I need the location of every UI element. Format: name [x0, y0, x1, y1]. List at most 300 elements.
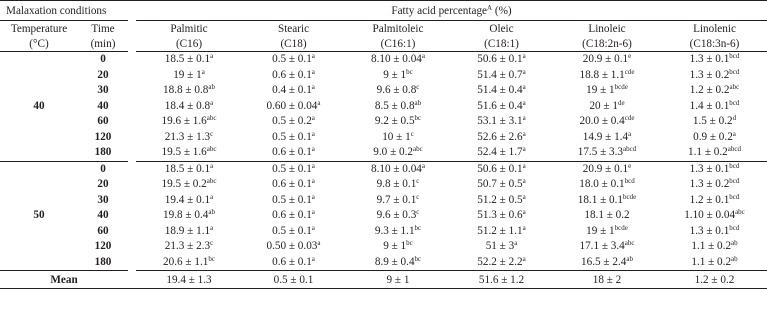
value-cell	[242, 68, 345, 84]
value-text: 0.6 ± 0.1	[272, 146, 312, 159]
value-text: 0.5 ± 0.2	[272, 115, 312, 128]
value-text: 8.9 ± 0.4	[374, 255, 415, 268]
table-row	[0, 224, 767, 240]
significance-letters: ab	[731, 254, 738, 263]
table-row	[0, 68, 767, 84]
table-row	[0, 193, 767, 209]
value-text: 17.1 ± 3.4	[579, 240, 625, 253]
value-cell	[242, 83, 345, 99]
value-text: 18.9 ± 1.1	[164, 224, 211, 237]
temperature-heading: Temperature	[10, 22, 68, 35]
value-cell	[662, 161, 767, 177]
value-text: 0.9 ± 0.2	[693, 130, 733, 143]
value-cell	[136, 239, 242, 255]
value-cell	[242, 193, 345, 209]
mean-value-cell: 18 ± 2	[552, 271, 662, 289]
value-cell	[345, 130, 451, 146]
table-row	[0, 83, 767, 99]
value-text: 9 ± 1	[383, 240, 407, 253]
value-cell	[242, 130, 345, 146]
value-text: 19 ± 1	[173, 68, 202, 81]
significance-letters: c	[416, 208, 420, 217]
significance-letters: bcd	[624, 177, 635, 186]
table-row	[0, 161, 767, 177]
value-text: 20.0 ± 0.4	[579, 115, 625, 128]
time-cell: 0	[100, 162, 106, 175]
significance-letters: d	[732, 114, 737, 123]
value-text: 18.8 ± 1.1	[579, 68, 625, 81]
significance-letters: a	[311, 161, 315, 170]
column-heading-code: (C18:3n-6)	[662, 36, 767, 52]
value-cell	[451, 208, 552, 224]
value-cell	[451, 161, 552, 177]
significance-letters: bcd	[729, 67, 740, 76]
significance-letters: abcd	[623, 145, 637, 154]
significance-letters: a	[522, 208, 526, 217]
value-text: 18.5 ± 0.1	[164, 162, 211, 175]
temperature-cell: 40	[0, 52, 78, 162]
value-cell	[552, 130, 662, 146]
value-text: 0.6 ± 0.1	[272, 178, 312, 191]
significance-letters: a	[210, 98, 214, 107]
value-text: 9.8 ± 0.1	[376, 178, 417, 191]
value-cell	[451, 52, 552, 68]
value-text: 19 ± 1	[586, 224, 615, 237]
value-text: 19.8 ± 0.4	[163, 209, 209, 222]
value-text: 1.1 ± 0.2	[688, 146, 728, 159]
mean-row	[0, 271, 767, 289]
significance-letters: a	[317, 239, 321, 248]
significance-letters: ab	[626, 254, 633, 263]
value-text: 20 ± 1	[589, 99, 618, 112]
value-cell	[136, 52, 242, 68]
value-cell	[662, 130, 767, 146]
significance-letters: abc	[412, 145, 423, 154]
time-cell: 40	[97, 209, 109, 222]
value-text: 1.2 ± 0.2	[689, 84, 730, 97]
time-cell: 60	[97, 224, 109, 237]
significance-letters: cde	[624, 67, 635, 76]
significance-letters: abcd	[727, 145, 741, 154]
value-cell	[451, 114, 552, 130]
value-cell	[345, 177, 451, 193]
significance-letters: a	[311, 223, 315, 232]
table-row	[0, 99, 767, 115]
column-heading-code: (C18)	[242, 36, 345, 52]
value-cell	[662, 83, 767, 99]
value-cell	[662, 145, 767, 161]
value-text: 21.3 ± 1.3	[164, 130, 211, 143]
significance-letters: a	[311, 129, 315, 138]
value-cell	[242, 52, 345, 68]
value-cell	[136, 224, 242, 240]
value-text: 51 ± 3	[485, 240, 515, 253]
value-text: 0.5 ± 0.1	[272, 162, 312, 175]
value-cell	[451, 145, 552, 161]
value-text: 18.8 ± 0.8	[163, 84, 209, 97]
value-cell	[136, 130, 242, 146]
value-text: 1.4 ± 0.1	[689, 99, 730, 112]
significance-letters: bc	[406, 67, 413, 76]
value-cell	[662, 224, 767, 240]
significance-letters: bcde	[623, 192, 637, 201]
value-cell	[242, 99, 345, 115]
column-heading-name: Linoleic	[588, 22, 626, 35]
table-row	[0, 130, 767, 146]
value-text: 18.0 ± 0.1	[579, 178, 625, 191]
value-text: 21.3 ± 2.3	[164, 240, 211, 253]
time-cell: 180	[78, 255, 128, 271]
value-cell	[552, 177, 662, 193]
value-cell	[451, 177, 552, 193]
value-cell	[552, 114, 662, 130]
significance-letters: c	[410, 129, 414, 138]
value-text: 0.5 ± 0.1	[272, 53, 312, 66]
value-text: 19 ± 1	[586, 84, 615, 97]
significance-letters: bcd	[729, 223, 740, 232]
value-cell	[662, 99, 767, 115]
value-text: 20.9 ± 0.1	[582, 162, 629, 175]
significance-letters: a	[522, 254, 526, 263]
value-cell	[662, 52, 767, 68]
value-cell	[662, 193, 767, 209]
table-row	[0, 208, 767, 224]
value-text: 9.6 ± 0.8	[376, 84, 417, 97]
significance-letters: abc	[206, 145, 217, 154]
significance-letters: a	[421, 52, 425, 61]
significance-letters: bcd	[729, 98, 740, 107]
value-cell	[345, 255, 451, 271]
mean-label: Mean	[0, 271, 128, 289]
significance-letters: ab	[208, 83, 215, 92]
significance-letters: a	[628, 129, 632, 138]
mean-value-cell: 19.4 ± 1.3	[136, 271, 242, 289]
table-row	[0, 177, 767, 193]
significance-letters: abc	[729, 83, 740, 92]
value-text: 1.2 ± 0.1	[689, 193, 730, 206]
value-text: 50.6 ± 0.1	[477, 162, 523, 175]
value-text: 9.2 ± 0.5	[374, 115, 415, 128]
significance-letters: c	[416, 83, 420, 92]
value-text: 14.9 ± 1.4	[582, 130, 629, 143]
value-text: 52.2 ± 2.2	[477, 255, 523, 268]
mean-value-cell: 9 ± 1	[345, 271, 451, 289]
significance-letters: bc	[414, 114, 422, 123]
significance-letters: c	[416, 177, 420, 186]
time-cell: 120	[94, 240, 112, 253]
time-unit: (min)	[78, 36, 128, 52]
value-cell	[451, 99, 552, 115]
value-cell	[552, 224, 662, 240]
value-text: 51.2 ± 0.5	[477, 193, 523, 206]
significance-letters: ab	[208, 208, 215, 217]
significance-letters: a	[522, 114, 526, 123]
table-row	[0, 52, 767, 68]
value-cell	[662, 255, 767, 271]
value-text: 0.6 ± 0.1	[272, 68, 312, 81]
value-cell	[345, 52, 451, 68]
significance-letters: a	[311, 192, 315, 201]
value-text: 1.3 ± 0.1	[689, 162, 730, 175]
value-cell	[451, 193, 552, 209]
significance-letters: a	[311, 114, 315, 123]
malaxation-conditions-heading: Malaxation conditions	[0, 1, 128, 21]
value-cell	[451, 224, 552, 240]
significance-letters: bc	[406, 239, 413, 248]
significance-letters: a	[514, 239, 518, 248]
value-text: 19.5 ± 1.6	[161, 146, 207, 159]
value-cell	[552, 239, 662, 255]
value-text: 19.5 ± 0.2	[161, 178, 207, 191]
table-row	[0, 239, 767, 255]
value-text: 51.3 ± 0.6	[477, 209, 523, 222]
value-text: 18.1 ± 0.2	[584, 209, 630, 222]
value-cell	[345, 83, 451, 99]
significance-letters: a	[311, 145, 315, 154]
significance-letters: bcd	[729, 161, 740, 170]
value-text: 0.60 ± 0.04	[266, 99, 318, 112]
value-text: 18.5 ± 0.1	[164, 53, 211, 66]
significance-letters: c	[416, 192, 420, 201]
value-cell	[345, 114, 451, 130]
significance-letters: a	[210, 223, 214, 232]
value-cell	[345, 193, 451, 209]
value-cell	[552, 255, 662, 271]
value-cell	[345, 239, 451, 255]
value-cell	[242, 255, 345, 271]
significance-letters: a	[311, 208, 315, 217]
significance-letters: abc	[206, 114, 217, 123]
value-cell	[242, 161, 345, 177]
value-cell	[552, 68, 662, 84]
significance-letters: a	[210, 192, 214, 201]
significance-letters: a	[522, 192, 526, 201]
value-cell	[552, 99, 662, 115]
value-text: 8.5 ± 0.8	[374, 99, 415, 112]
significance-letters: a	[311, 83, 315, 92]
value-text: 9.7 ± 0.1	[376, 193, 417, 206]
value-cell	[552, 193, 662, 209]
value-text: 1.3 ± 0.2	[689, 178, 730, 191]
value-cell	[242, 239, 345, 255]
value-cell	[136, 208, 242, 224]
value-cell	[242, 114, 345, 130]
value-cell	[552, 161, 662, 177]
value-cell	[662, 239, 767, 255]
fatty-acid-percentage-heading: Fatty acid percentage$^A$ (%)	[136, 1, 767, 21]
time-cell: 120	[94, 130, 112, 143]
value-text: 52.6 ± 2.6	[477, 130, 523, 143]
time-cell: 30	[97, 84, 109, 97]
value-cell	[242, 208, 345, 224]
table-body	[0, 52, 767, 289]
mean-value-cell: 1.2 ± 0.2	[662, 271, 767, 289]
column-heading-name: Linolenic	[693, 22, 736, 35]
significance-letters: abc	[206, 177, 217, 186]
value-text: 9 ± 1	[383, 68, 407, 81]
value-text: 0.5 ± 0.1	[272, 224, 312, 237]
significance-letters: a	[311, 254, 315, 263]
value-cell	[242, 145, 345, 161]
mean-value-cell: 0.5 ± 0.1	[242, 271, 345, 289]
value-cell	[451, 68, 552, 84]
value-cell	[345, 145, 451, 161]
significance-letters: a	[311, 177, 315, 186]
column-heading-name: Stearic	[277, 22, 310, 35]
significance-letters: abc	[735, 208, 745, 217]
value-cell	[136, 114, 242, 130]
value-cell	[345, 224, 451, 240]
value-cell	[136, 193, 242, 209]
column-heading-name: Oleic	[489, 22, 514, 35]
time-cell: 60	[97, 115, 109, 128]
table-row	[0, 114, 767, 130]
value-text: 1.3 ± 0.1	[689, 224, 730, 237]
value-cell	[345, 68, 451, 84]
value-text: 51.4 ± 0.7	[477, 68, 523, 81]
time-cell: 20	[97, 178, 109, 191]
significance-letters: cde	[624, 114, 635, 123]
value-cell	[345, 99, 451, 115]
time-cell: 20	[97, 68, 109, 81]
value-text: 1.3 ± 0.1	[689, 53, 730, 66]
significance-letters: de	[617, 98, 625, 107]
value-text: 51.6 ± 0.4	[477, 99, 523, 112]
time-cell: 30	[97, 193, 109, 206]
time-cell: 0	[100, 53, 106, 66]
value-text: 19.4 ± 0.1	[164, 193, 211, 206]
value-cell	[552, 208, 662, 224]
value-cell	[662, 177, 767, 193]
significance-letters: a	[732, 129, 736, 138]
value-text: 0.6 ± 0.1	[272, 255, 312, 268]
column-heading-name: Palmitoleic	[372, 22, 424, 35]
value-text: 9.6 ± 0.3	[376, 209, 417, 222]
value-text: 9.0 ± 0.2	[373, 146, 413, 159]
significance-letters: bcde	[614, 83, 628, 92]
value-cell	[552, 145, 662, 161]
significance-letters: bcd	[729, 177, 740, 186]
column-heading-name: Palmitic	[170, 22, 208, 35]
column-heading-code: (C18:2n-6)	[552, 36, 662, 52]
temperature-cell: 50	[0, 161, 78, 271]
value-text: 1.5 ± 0.2	[692, 115, 733, 128]
significance-letters: a	[317, 98, 321, 107]
significance-letters: a	[201, 67, 205, 76]
significance-letters: bcd	[729, 52, 740, 61]
value-text: 18.1 ± 0.1	[577, 193, 624, 206]
significance-letters: bc	[208, 254, 215, 263]
significance-letters: c	[210, 129, 214, 138]
value-cell	[345, 208, 451, 224]
value-text: 9.3 ± 1.1	[374, 224, 415, 237]
value-cell	[136, 83, 242, 99]
significance-letters: bcd	[729, 192, 740, 201]
value-cell	[552, 83, 662, 99]
column-heading-code: (C16:1)	[345, 36, 451, 52]
table-row	[0, 145, 767, 161]
significance-letters: a	[522, 52, 526, 61]
value-text: 20.6 ± 1.1	[163, 255, 209, 268]
value-cell	[451, 239, 552, 255]
significance-letters: a	[522, 145, 526, 154]
significance-letters: a	[421, 161, 425, 170]
significance-letters: a	[311, 67, 315, 76]
significance-letters: abc	[624, 239, 635, 248]
time-heading: Time	[91, 22, 115, 35]
mean-value-cell: 51.6 ± 1.2	[451, 271, 552, 289]
value-cell	[136, 161, 242, 177]
significance-letters: a	[522, 98, 526, 107]
value-text: 18.4 ± 0.8	[164, 99, 211, 112]
value-text: 8.10 ± 0.04	[371, 53, 422, 66]
column-heading-code: (C18:1)	[451, 36, 552, 52]
time-cell: 40	[97, 99, 109, 112]
significance-letters: bc	[414, 254, 422, 263]
significance-letters: ab	[731, 239, 738, 248]
table-header	[0, 1, 767, 52]
significance-letters: e	[628, 52, 632, 61]
value-text: 0.6 ± 0.1	[272, 209, 312, 222]
significance-letters: a	[522, 177, 526, 186]
value-text: 8.10 ± 0.04	[371, 162, 422, 175]
value-text: 10 ± 1	[382, 130, 411, 143]
value-text: 1.1 ± 0.2	[691, 240, 732, 253]
value-text: 20.9 ± 0.1	[582, 53, 629, 66]
value-cell	[451, 83, 552, 99]
significance-letters: c	[210, 239, 214, 248]
value-cell	[136, 145, 242, 161]
significance-letters: bc	[414, 223, 422, 232]
value-text: 0.5 ± 0.1	[272, 130, 312, 143]
temperature-unit: (°C)	[0, 36, 78, 52]
significance-letters: a	[522, 161, 526, 170]
value-text: 51.4 ± 0.4	[477, 84, 523, 97]
value-text: 53.1 ± 3.1	[477, 115, 523, 128]
significance-letters: a	[210, 161, 214, 170]
value-text: 19.6 ± 1.6	[161, 115, 207, 128]
value-cell	[136, 68, 242, 84]
value-text: 0.5 ± 0.1	[272, 193, 312, 206]
value-text: 1.10 ± 0.04	[684, 209, 736, 222]
value-cell	[136, 99, 242, 115]
significance-letters: e	[628, 161, 632, 170]
table-row	[0, 255, 767, 271]
value-cell	[662, 208, 767, 224]
value-text: 50.7 ± 0.5	[477, 178, 523, 191]
significance-letters: a	[522, 223, 526, 232]
value-text: 1.1 ± 0.2	[691, 255, 732, 268]
value-cell	[136, 177, 242, 193]
value-text: 51.2 ± 1.1	[477, 224, 523, 237]
significance-letters: a	[311, 52, 315, 61]
value-cell	[552, 52, 662, 68]
value-text: 16.5 ± 2.4	[581, 255, 627, 268]
value-cell	[242, 177, 345, 193]
value-cell	[242, 224, 345, 240]
significance-letters: a	[210, 52, 214, 61]
value-cell	[662, 114, 767, 130]
time-cell: 180	[78, 145, 128, 161]
value-text: 0.50 ± 0.03	[266, 240, 318, 253]
value-text: 17.5 ± 3.3	[577, 146, 624, 159]
significance-letters: a	[522, 83, 526, 92]
significance-letters: ab	[414, 98, 422, 107]
column-heading-code: (C16)	[136, 36, 242, 52]
value-cell	[451, 130, 552, 146]
value-text: 50.6 ± 0.1	[477, 53, 523, 66]
value-cell	[345, 161, 451, 177]
